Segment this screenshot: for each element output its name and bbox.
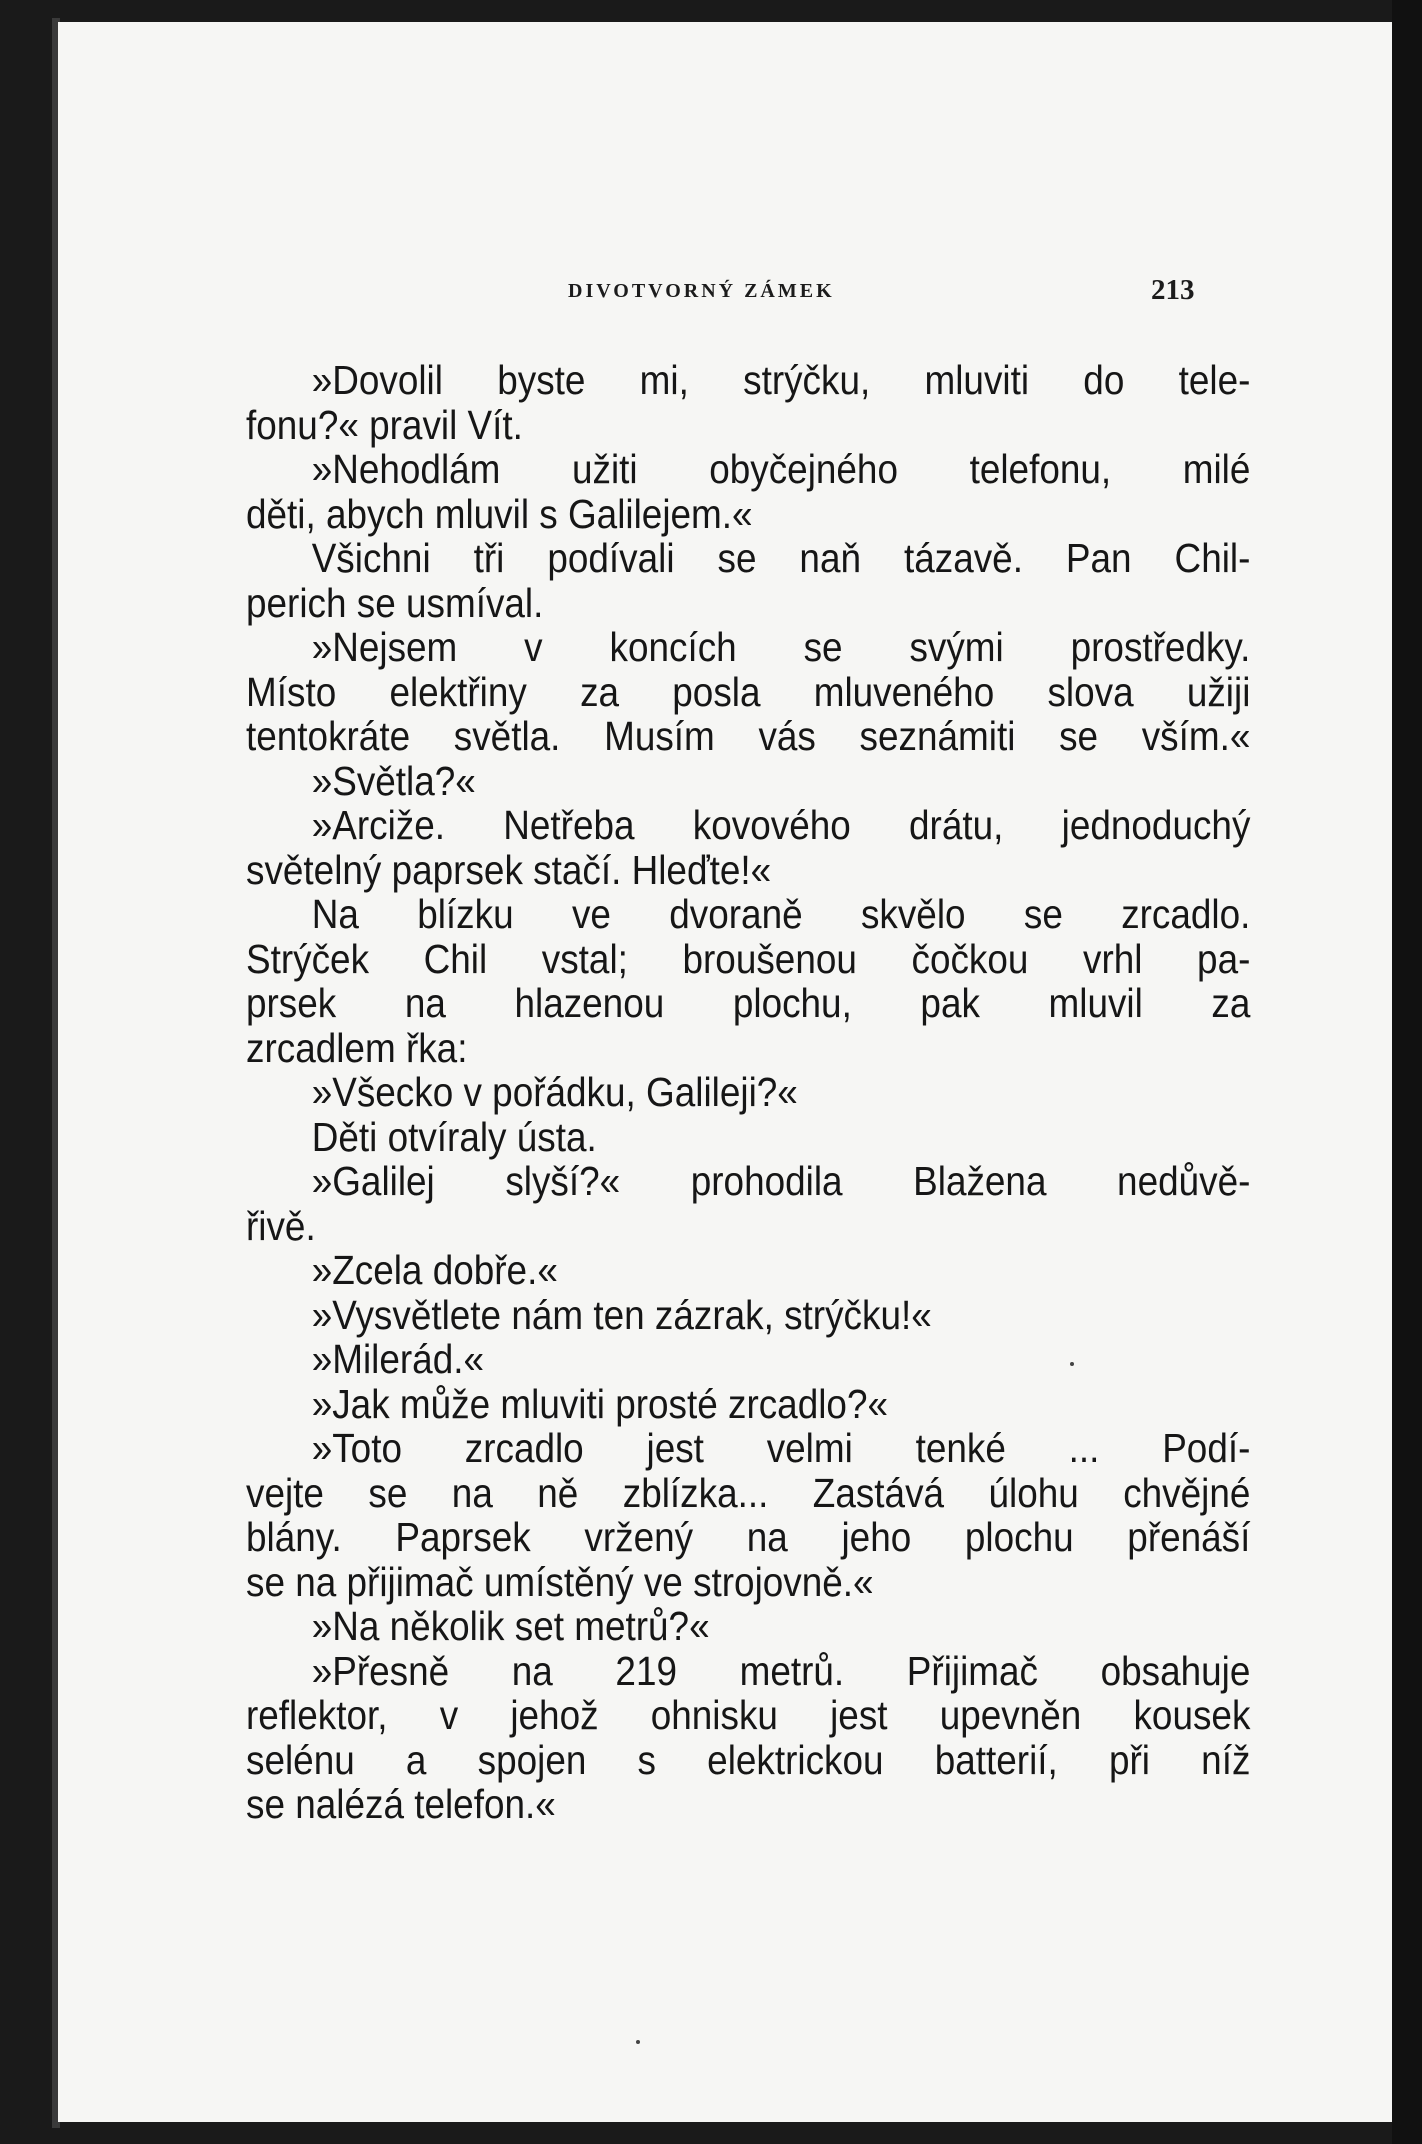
text-line: světelný paprsek stačí. Hleďte!«: [246, 846, 772, 893]
text-line: se na přijimač umístěný ve strojovně.«: [246, 1558, 874, 1605]
text-line: »Zcela dobře.«: [311, 1247, 558, 1293]
page-number: 213: [1151, 274, 1195, 306]
text-line: reflektor, v jehož ohnisku jest upevněn kousek: [246, 1692, 1251, 1738]
text-line: se nalézá telefon.«: [246, 1781, 556, 1827]
text-line: »Nejsem v koncích se svými prostředky.: [311, 624, 1251, 670]
text-line: »Všecko v pořádku, Galileji?«: [311, 1069, 798, 1115]
text-line: »Dovolil byste mi, strýčku, mluviti do tele-: [311, 357, 1251, 403]
text-line: prsek na hlazenou plochu, pak mluvil za: [246, 980, 1251, 1026]
text-line: »Přesně na 219 metrů. Přijimač obsahuje: [311, 1647, 1251, 1694]
text-line: »Arciže. Netřeba kovového drátu, jednoduchý: [311, 802, 1251, 848]
text-line: »Na několik set metrů?«: [311, 1603, 710, 1649]
text-line: Na blízku ve dvoraně skvělo se zrcadlo.: [311, 891, 1251, 937]
page-header: [58, 274, 1392, 314]
text-line: Strýček Chil vstal; broušenou čočkou vrhl pa-: [246, 935, 1251, 982]
text-line: Děti otvíraly ústa.: [311, 1113, 597, 1160]
text-line: »Milerád.«: [311, 1336, 484, 1382]
paper-speck: [1070, 1362, 1074, 1366]
paper-speck: [636, 2040, 640, 2044]
text-line: zrcadlem řka:: [246, 1024, 468, 1071]
text-line: tentokráte světla. Musím vás seznámiti se vším.«: [246, 713, 1251, 759]
text-line: »Vysvětlete nám ten zázrak, strýčku!«: [311, 1291, 932, 1338]
text-line: blány. Paprsek vržený na jeho plochu přenáší: [246, 1514, 1251, 1560]
text-line: »Nehodlám užiti obyčejného telefonu, milé: [311, 446, 1251, 492]
text-line: fonu?« pravil Vít.: [246, 401, 523, 448]
text-line: Všichni tři podívali se naň tázavě. Pan Chil-: [311, 535, 1251, 581]
text-line: vejte se na ně zblízka... Zastává úlohu chvějné: [246, 1469, 1251, 1516]
text-line: Místo elektřiny za posla mluveného slova užiji: [246, 668, 1251, 715]
text-line: »Světla?«: [311, 757, 476, 804]
book-page: [58, 22, 1392, 2122]
body-text: [246, 357, 1251, 1827]
page-edge-dark: [1392, 0, 1422, 2144]
text-line: »Toto zrcadlo jest velmi tenké ... Podí-: [311, 1425, 1251, 1471]
text-line: »Galilej slyší?« prohodila Blažena nedůvě-: [311, 1158, 1251, 1204]
text-line: perich se usmíval.: [246, 579, 544, 626]
text-line: děti, abych mluvil s Galilejem.«: [246, 490, 753, 537]
text-line: »Jak může mluviti prosté zrcadlo?«: [311, 1380, 888, 1427]
running-head: DIVOTVORNÝ ZÁMEK: [568, 280, 835, 302]
text-line: řivě.: [246, 1202, 316, 1249]
text-line: selénu a spojen s elektrickou batterií, při níž: [246, 1736, 1251, 1783]
